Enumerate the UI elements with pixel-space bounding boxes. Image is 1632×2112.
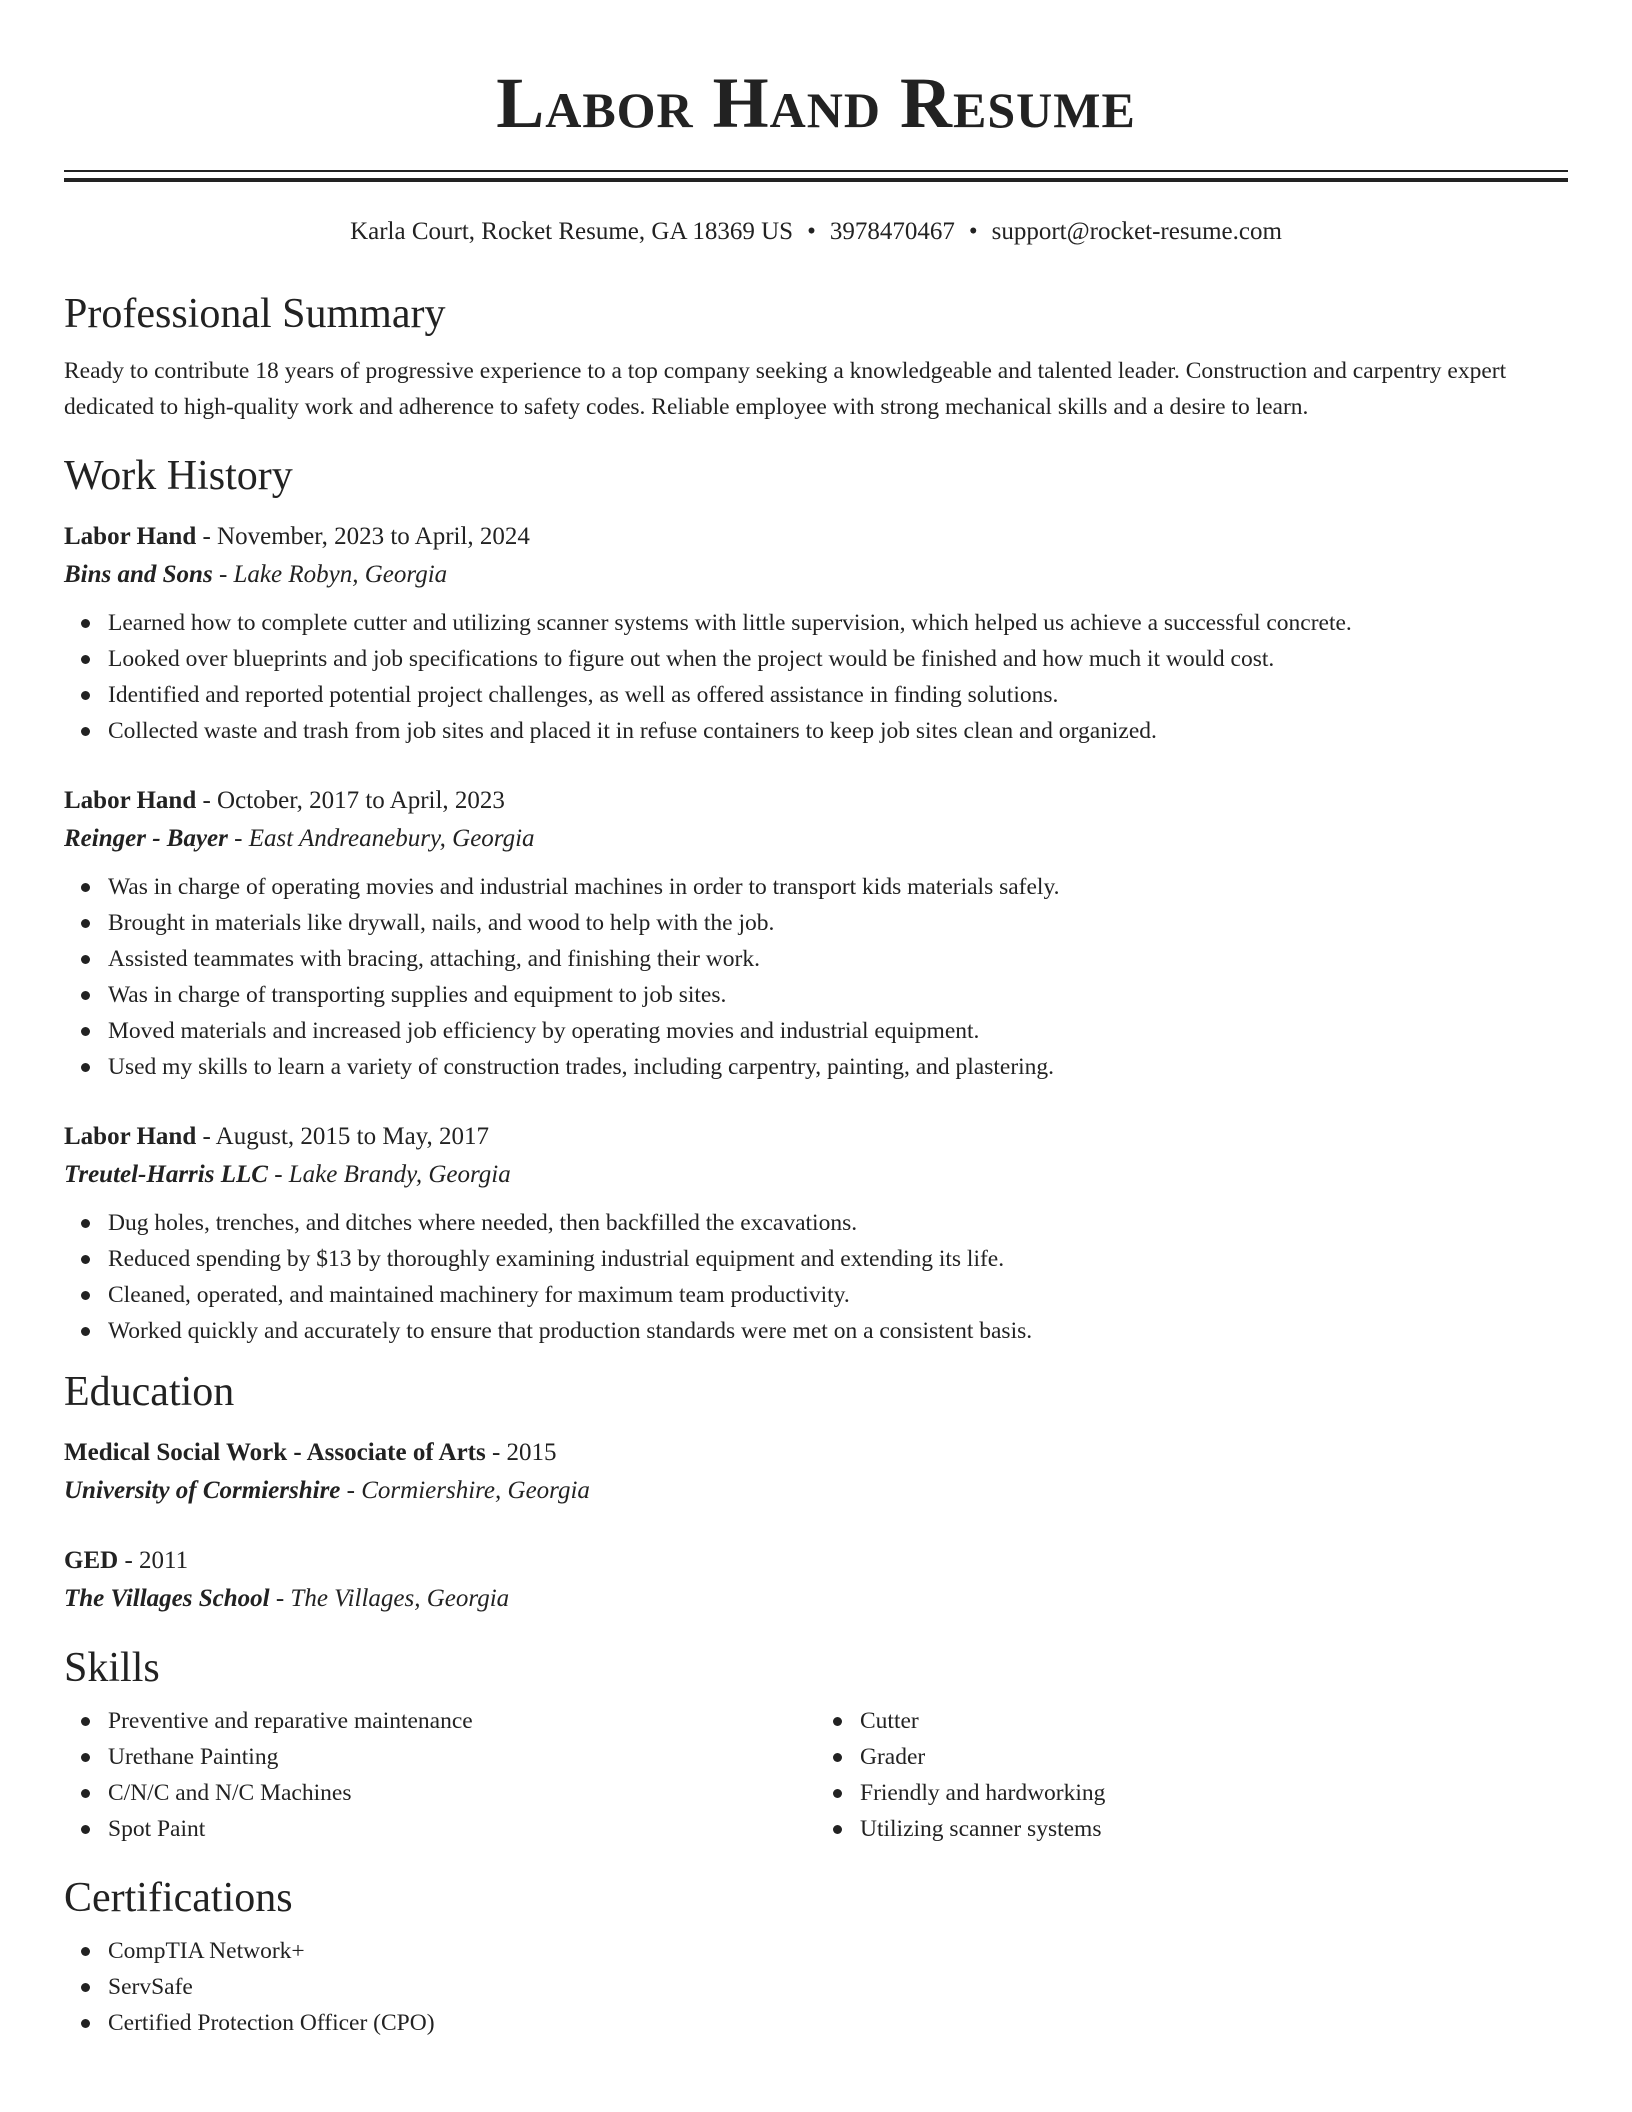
job-company-line <box>64 1155 1568 1195</box>
education-heading: Education <box>64 1369 235 1415</box>
summary-heading: Professional Summary <box>64 291 446 337</box>
job-company: Treutel-Harris LLC <box>64 1161 268 1188</box>
contact-address: Karla Court, Rocket Resume, GA 18369 US <box>350 218 794 245</box>
job-dates: - November, 2023 to April, 2024 <box>196 523 530 550</box>
list-item: Friendly and hardworking <box>860 1775 1568 1811</box>
skills-list-left <box>64 1703 816 1847</box>
education-entry <box>64 1435 1568 1511</box>
list-item: CompTIA Network+ <box>108 1933 1568 1969</box>
job-company: Reinger - Bayer <box>64 825 228 852</box>
job-company: Bins and Sons <box>64 561 213 588</box>
list-item: Was in charge of operating movies and industrial machines in order to transport kids materials safely. <box>108 869 1568 905</box>
list-item: Worked quickly and accurately to ensure that production standards were met on a consistent basis. <box>108 1313 1568 1349</box>
job-location: - Lake Brandy, Georgia <box>267 1161 511 1188</box>
list-item: Identified and reported potential project challenges, as well as offered assistance in finding solutions. <box>108 677 1568 713</box>
job-bullets <box>64 1205 1568 1349</box>
list-item: Moved materials and increased job efficiency by operating movies and industrial equipment. <box>108 1013 1568 1049</box>
list-item: Looked over blueprints and job specifications to figure out when the project would be finished and how much it would cost. <box>108 641 1568 677</box>
list-item: Certified Protection Officer (CPO) <box>108 2005 1568 2041</box>
job-title: Labor Hand <box>64 523 197 550</box>
job-title-line <box>64 783 1568 819</box>
title-divider-thick <box>64 178 1568 182</box>
certifications-list <box>64 1933 1568 2041</box>
title-divider-thin <box>64 170 1568 172</box>
job-title: Labor Hand <box>64 1123 197 1150</box>
job-entry <box>64 1119 1568 1349</box>
resume-page <box>64 0 1568 2041</box>
job-company-line <box>64 555 1568 595</box>
certifications-heading: Certifications <box>64 1875 293 1921</box>
job-location: - Lake Robyn, Georgia <box>212 561 448 588</box>
job-dates: - August, 2015 to May, 2017 <box>196 1123 490 1150</box>
list-item: Preventive and reparative maintenance <box>108 1703 816 1739</box>
job-location: - East Andreanebury, Georgia <box>227 825 535 852</box>
education-degree: GED <box>64 1547 119 1574</box>
job-company-line <box>64 819 1568 859</box>
work-history-heading: Work History <box>64 453 293 499</box>
education-year: - 2011 <box>118 1547 189 1574</box>
skills-columns <box>64 1701 1568 1847</box>
education-school: University of Cormiershire <box>64 1477 341 1504</box>
job-bullets <box>64 869 1568 1085</box>
contact-separator: • <box>968 218 978 245</box>
list-item: Spot Paint <box>108 1811 816 1847</box>
education-school-line <box>64 1579 1568 1619</box>
list-item: Collected waste and trash from job sites and placed it in refuse containers to keep job sites clean and organized. <box>108 713 1568 749</box>
list-item: Dug holes, trenches, and ditches where needed, then backfilled the excavations. <box>108 1205 1568 1241</box>
contact-separator: • <box>807 218 816 245</box>
list-item: Cutter <box>860 1703 1568 1739</box>
job-title-line <box>64 1119 1568 1155</box>
education-degree-line <box>64 1435 1568 1471</box>
contact-phone: 3978470467 <box>829 218 955 245</box>
job-title: Labor Hand <box>64 787 197 814</box>
skills-heading: Skills <box>64 1645 160 1691</box>
summary-text: Ready to contribute 18 years of progressive experience to a top company seeking a knowledgeable and talented leader. Construction and carpentry expert dedicated to high-quality work and adherence to safety codes. Reliable employee with strong mechanical skills and a desire to learn. <box>64 358 1507 420</box>
education-degree: Medical Social Work - Associate of Arts <box>64 1439 486 1466</box>
education-location: - The Villages, Georgia <box>269 1585 510 1612</box>
contact-email: support@rocket-resume.com <box>991 218 1282 245</box>
education-location: - Cormiershire, Georgia <box>340 1477 590 1504</box>
list-item: Assisted teammates with bracing, attaching, and finishing their work. <box>108 941 1568 977</box>
list-item: ServSafe <box>108 1969 1568 2005</box>
education-entry <box>64 1543 1568 1619</box>
list-item: Cleaned, operated, and maintained machinery for maximum team productivity. <box>108 1277 1568 1313</box>
list-item: C/N/C and N/C Machines <box>108 1775 816 1811</box>
list-item: Urethane Painting <box>108 1739 816 1775</box>
contact-line <box>64 216 1568 248</box>
education-school-line <box>64 1471 1568 1511</box>
job-bullets <box>64 605 1568 749</box>
list-item: Brought in materials like drywall, nails, and wood to help with the job. <box>108 905 1568 941</box>
resume-title: Labor Hand Resume <box>496 63 1136 143</box>
list-item: Reduced spending by $13 by thoroughly examining industrial equipment and extending its life. <box>108 1241 1568 1277</box>
education-year: - 2015 <box>485 1439 557 1466</box>
job-dates: - October, 2017 to April, 2023 <box>196 787 505 814</box>
education-degree-line <box>64 1543 1568 1579</box>
job-entry <box>64 783 1568 1085</box>
list-item: Was in charge of transporting supplies and equipment to job sites. <box>108 977 1568 1013</box>
list-item: Used my skills to learn a variety of construction trades, including carpentry, painting, and plastering. <box>108 1049 1568 1085</box>
list-item: Utilizing scanner systems <box>860 1811 1568 1847</box>
skills-list-right <box>816 1703 1568 1847</box>
list-item: Learned how to complete cutter and utilizing scanner systems with little supervision, which helped us achieve a successful concrete. <box>108 605 1568 641</box>
job-entry <box>64 519 1568 749</box>
list-item: Grader <box>860 1739 1568 1775</box>
education-school: The Villages School <box>64 1585 270 1612</box>
job-title-line <box>64 519 1568 555</box>
